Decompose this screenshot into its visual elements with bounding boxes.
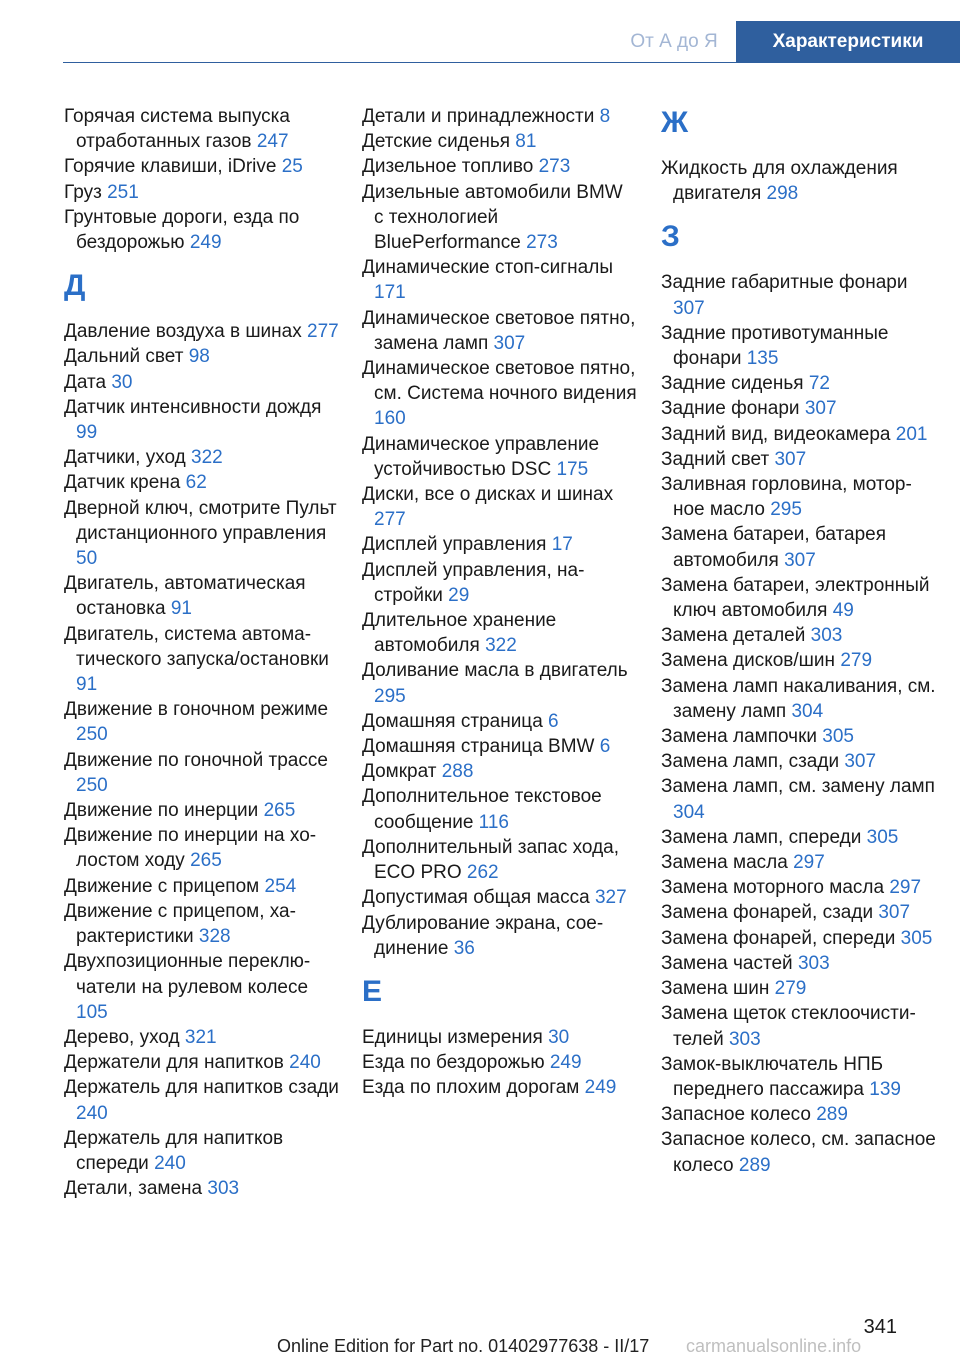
index-entry — [661, 573, 936, 623]
index-entry — [362, 129, 637, 154]
page-link[interactable]: 304 — [673, 801, 705, 823]
entry-text: Датчик крена — [64, 472, 181, 494]
tab-a-to-z[interactable]: От А до Я — [630, 31, 718, 52]
entry-text: Горячая система выпуска отработанных газов — [64, 106, 290, 153]
index-entry — [64, 1075, 339, 1125]
entry-text: Доливание масла в двигатель — [362, 660, 628, 682]
index-entry — [64, 697, 339, 747]
page-link[interactable]: 295 — [770, 499, 802, 521]
index-entry — [661, 371, 936, 396]
entry-text: Замена деталей — [661, 625, 806, 647]
tab-characteristics[interactable]: Характеристики — [736, 21, 960, 63]
index-entry — [661, 472, 936, 522]
index-entry — [661, 270, 936, 320]
index-entry — [64, 798, 339, 823]
index-entry — [64, 949, 339, 1025]
page-link[interactable]: 240 — [289, 1052, 321, 1074]
page-link[interactable]: 249 — [584, 1077, 617, 1099]
index-entry — [661, 926, 936, 951]
page-link[interactable]: 279 — [774, 978, 807, 1000]
index-entry — [64, 344, 339, 369]
entry-text: Движение по гоночной трассе — [64, 749, 328, 771]
page-link[interactable]: 277 — [374, 509, 406, 531]
page-link[interactable]: 265 — [263, 800, 296, 822]
index-entry — [661, 749, 936, 774]
index-entry — [661, 774, 936, 824]
index-entry — [64, 470, 339, 495]
page-link[interactable]: 25 — [281, 156, 303, 178]
index-entry — [362, 180, 637, 256]
page-link[interactable]: 72 — [808, 373, 830, 395]
page-link[interactable]: 297 — [889, 877, 922, 899]
entry-text: Заливная горловина, моторное масло — [661, 474, 912, 521]
entry-text: Дальний свет — [64, 346, 184, 368]
entry-text: Движение по инерции на холостом ходу — [64, 825, 317, 872]
page-link[interactable]: 303 — [810, 625, 843, 647]
index-entry — [64, 154, 339, 179]
index-entry — [362, 1050, 637, 1075]
entry-text: Датчики, уход — [64, 447, 186, 469]
page-link[interactable]: 6 — [548, 710, 559, 732]
section-letter: З — [661, 220, 680, 254]
index-entry — [64, 496, 339, 572]
index-entry — [362, 709, 637, 734]
page-link[interactable]: 298 — [766, 183, 799, 205]
page-link[interactable]: 305 — [822, 726, 854, 748]
page-link[interactable]: 295 — [374, 685, 406, 707]
entry-text: Дополнительное текстовое сообщение — [362, 786, 602, 833]
index-entry — [362, 1075, 637, 1100]
entry-text: Единицы измерения — [362, 1026, 543, 1048]
page-link[interactable]: 322 — [485, 635, 517, 657]
page-link[interactable]: 116 — [478, 811, 509, 833]
index-entry — [661, 447, 936, 472]
page-link[interactable]: 249 — [549, 1052, 582, 1074]
page-link[interactable]: 322 — [191, 447, 223, 469]
index-entry — [64, 1050, 339, 1075]
index-entry — [661, 422, 936, 447]
index-entry — [661, 724, 936, 749]
index-entry — [362, 306, 637, 356]
index-entry — [661, 623, 936, 648]
section-letter: Д — [64, 269, 86, 303]
entry-text: Дисплей управления, настройки — [362, 559, 585, 606]
index-entry — [661, 850, 936, 875]
entry-text: Задние габаритные фонари — [661, 272, 908, 294]
entry-text: Движение по инерции — [64, 800, 259, 822]
index-entry — [661, 396, 936, 421]
entry-text: Держатель для напитков спереди — [64, 1127, 284, 1174]
page-link[interactable]: 254 — [264, 875, 297, 897]
entry-text: Замена фонарей, спереди — [661, 927, 896, 949]
index-entry — [362, 356, 637, 432]
entry-text: Замена фонарей, сзади — [661, 902, 874, 924]
entry-text: Домкрат — [362, 761, 437, 783]
entry-text: Держатель для напитков сзади — [64, 1077, 339, 1099]
entry-text: Диски, все о дисках и шинах — [362, 484, 614, 506]
page-link[interactable]: 17 — [551, 534, 573, 556]
page-link[interactable]: 279 — [840, 650, 873, 672]
page-link[interactable]: 307 — [844, 751, 877, 773]
entry-text: Замена моторного масла — [661, 877, 885, 899]
entry-text: Запасное колесо — [661, 1104, 811, 1126]
page-link[interactable]: 99 — [76, 422, 98, 444]
page-link[interactable]: 8 — [599, 106, 611, 127]
index-entry — [64, 874, 339, 899]
page-link[interactable]: 327 — [594, 887, 627, 909]
entry-text: Задние фонари — [661, 398, 800, 420]
page-link[interactable]: 288 — [441, 761, 474, 783]
page-link[interactable]: 307 — [878, 902, 911, 924]
index-entry — [362, 104, 637, 129]
entry-text: Движение в гоночном режиме — [64, 699, 329, 721]
entry-text: Движение с прицепом — [64, 875, 260, 897]
entry-text: Задние противотуманные фонари — [661, 322, 889, 370]
index-column-2 — [362, 104, 637, 1101]
page-link[interactable]: 307 — [784, 549, 816, 571]
entry-text: Задние сиденья — [661, 373, 804, 395]
index-entry — [362, 734, 637, 759]
entry-text: Динамическое световое пятно, см. Система ночного видения — [362, 358, 637, 405]
entry-text: Грунтовые дороги, езда по бездорожью — [64, 206, 300, 254]
page-link[interactable]: 249 — [189, 232, 222, 254]
entry-text: Домашняя страница — [362, 710, 543, 732]
entry-text: Замена ламп, сзади — [661, 751, 840, 773]
page-link[interactable]: 247 — [256, 131, 289, 153]
page-number: 341 — [863, 1316, 897, 1338]
index-entry — [661, 1102, 936, 1127]
page-link[interactable]: 289 — [816, 1104, 848, 1126]
index-entry — [661, 1052, 936, 1102]
index-entry — [64, 370, 339, 395]
index-entry — [661, 156, 936, 206]
entry-text: Динамическое световое пятно, замена ламп — [362, 307, 636, 354]
index-entry — [362, 784, 637, 834]
page-link[interactable]: 36 — [453, 937, 475, 959]
index-entry — [64, 395, 339, 445]
page-link[interactable]: 30 — [548, 1026, 570, 1048]
index-column-3 — [661, 104, 936, 1178]
page-link[interactable]: 251 — [107, 181, 139, 203]
entry-text: Замена лампочки — [661, 726, 817, 748]
entry-text: Динамическое управление устойчивостью DSC — [362, 433, 600, 480]
index-entry — [64, 1176, 339, 1201]
page-link[interactable]: 262 — [466, 862, 499, 884]
entry-text: Дерево, уход — [64, 1026, 180, 1048]
watermark: carmanualsonline.info — [686, 1336, 862, 1356]
index-entry — [661, 674, 936, 724]
index-entry — [64, 622, 339, 698]
section-letter: Ж — [661, 106, 689, 139]
entry-text: Держатели для напитков — [64, 1052, 284, 1074]
page-link[interactable]: 303 — [797, 952, 830, 974]
entry-text: Двухпозиционные переключатели на рулевом колесе — [64, 951, 311, 998]
index-entry — [661, 976, 936, 1001]
entry-text: Запасное колесо, см. запасное колесо — [661, 1129, 936, 1176]
index-entry — [64, 748, 339, 798]
index-entry — [661, 1001, 936, 1051]
page-link[interactable]: 304 — [791, 700, 824, 722]
index-entry — [362, 482, 637, 532]
page-link[interactable]: 240 — [154, 1152, 186, 1174]
page-link[interactable]: 98 — [188, 346, 210, 368]
page-link[interactable]: 81 — [515, 131, 537, 153]
index-entry — [64, 104, 339, 154]
index-entry — [64, 205, 339, 255]
page-link[interactable]: 139 — [869, 1078, 901, 1100]
index-column-1 — [64, 104, 339, 1201]
page-link[interactable]: 297 — [793, 852, 825, 874]
page-link[interactable]: 273 — [538, 156, 571, 178]
index-entry — [64, 823, 339, 873]
index-entry — [362, 432, 637, 482]
entry-text: Замена масла — [661, 852, 788, 874]
index-entry — [64, 899, 339, 949]
page-link[interactable]: 50 — [76, 548, 98, 570]
page-link[interactable]: 307 — [804, 398, 837, 420]
page-link[interactable]: 273 — [526, 232, 558, 254]
entry-text: Давление воздуха в шинах — [64, 321, 302, 343]
page-link[interactable]: 321 — [184, 1026, 217, 1048]
index-entry — [64, 1025, 339, 1050]
index-entry — [64, 571, 339, 621]
entry-text: Длительное хранение автомобиля — [362, 610, 557, 657]
entry-text: Задний свет — [661, 448, 770, 470]
index-entry — [362, 154, 637, 179]
entry-text: Замена дисков/шин — [661, 650, 836, 672]
index-entry — [64, 445, 339, 470]
page-link[interactable]: 328 — [198, 926, 231, 948]
entry-text: Горячие клавиши, iDrive — [64, 156, 277, 178]
page-link[interactable]: 240 — [76, 1102, 108, 1124]
index-entry — [64, 180, 339, 205]
index-entry — [661, 648, 936, 673]
index-entry — [362, 759, 637, 784]
page-link[interactable]: 135 — [746, 348, 779, 370]
entry-text: Динамические стоп-сигналы — [362, 257, 613, 279]
page-link[interactable]: 62 — [185, 472, 207, 494]
page-link[interactable]: 91 — [76, 674, 98, 696]
page-link[interactable]: 29 — [448, 584, 470, 606]
page-link[interactable]: 201 — [895, 423, 928, 445]
entry-text: Замена ламп, спереди — [661, 826, 862, 848]
page-link[interactable]: 49 — [832, 600, 854, 622]
entry-text: Дверной ключ, смотрите Пульт дистанционного управления — [64, 497, 337, 544]
entry-text: Движение с прицепом, характеристики — [64, 900, 296, 948]
page-link[interactable]: 307 — [673, 297, 705, 319]
entry-text: Дизельные автомобили BMW с технологией BluePerformance — [362, 181, 623, 254]
entry-text: Замена батареи, батарея автомобиля — [661, 524, 887, 571]
section-letter: Е — [362, 974, 383, 1008]
page-link[interactable]: 289 — [738, 1154, 771, 1176]
page-link[interactable]: 307 — [774, 448, 807, 470]
entry-text: Детали, замена — [64, 1178, 203, 1200]
entry-text: Задний вид, видеокамера — [661, 423, 891, 445]
entry-text: Дата — [64, 371, 107, 393]
entry-text: Дополнительный запас хода, ECO PRO — [362, 836, 620, 884]
page-link[interactable]: 307 — [493, 332, 526, 354]
entry-text: Двигатель, система автоматического запуска/остановки — [64, 623, 329, 670]
index-entry — [661, 951, 936, 976]
entry-text: Груз — [64, 181, 102, 203]
entry-text: Допустимая общая масса — [362, 887, 590, 909]
index-entry — [661, 900, 936, 925]
entry-text: Детали и принадлежности — [362, 106, 595, 127]
page-link[interactable]: 303 — [728, 1028, 761, 1050]
entry-text: Замена ламп, см. замену ламп — [661, 776, 935, 798]
entry-text: Замена частей — [661, 952, 793, 974]
page-link[interactable]: 105 — [76, 1001, 108, 1023]
index-entry — [362, 558, 637, 608]
entry-text: Двигатель, автоматическая остановка — [64, 573, 306, 620]
entry-text: Дизельное топливо — [362, 156, 534, 178]
page-link[interactable]: 303 — [207, 1178, 240, 1200]
page-link[interactable]: 305 — [866, 826, 899, 848]
entry-text: Езда по бездорожью — [362, 1052, 545, 1074]
index-entry — [661, 825, 936, 850]
index-entry — [661, 1127, 936, 1177]
page-link[interactable]: 30 — [111, 371, 133, 393]
entry-text: Детские сиденья — [362, 131, 511, 153]
index-entry — [362, 658, 637, 708]
entry-text: Замена ламп накаливания, см. замену ламп — [661, 675, 936, 722]
page-link[interactable]: 6 — [599, 736, 611, 758]
page-link[interactable]: 91 — [170, 598, 192, 620]
index-entry — [661, 875, 936, 900]
entry-text: Замена батареи, электронный ключ автомобиля — [661, 574, 930, 622]
edition-note: Online Edition for Part no. 01402977638 - II/17 — [277, 1336, 650, 1356]
page-link[interactable]: 277 — [307, 321, 339, 343]
index-entry — [362, 911, 637, 961]
index-entry — [661, 321, 936, 371]
entry-text: Замена шин — [661, 978, 770, 1000]
section-header — [612, 21, 960, 63]
index-entry — [362, 885, 637, 910]
index-entry — [362, 608, 637, 658]
index-entry — [362, 835, 637, 885]
entry-text: Езда по плохим дорогам — [362, 1077, 580, 1099]
entry-text: Дисплей управления — [362, 534, 547, 556]
page-link[interactable]: 175 — [556, 458, 589, 480]
header-rule — [63, 62, 960, 63]
page-link[interactable]: 250 — [76, 774, 108, 796]
entry-text: Домашняя страница BMW — [362, 736, 595, 758]
page-link[interactable]: 265 — [190, 850, 222, 872]
index-entry — [64, 1126, 339, 1176]
page-link[interactable]: 250 — [76, 724, 108, 746]
entry-text: Дублирование экрана, соединение — [362, 912, 604, 959]
page-link[interactable]: 160 — [374, 408, 406, 430]
entry-text: Датчик интенсивности дождя — [64, 396, 322, 418]
entry-text: Замок-выключатель НПБ переднего пассажира — [661, 1053, 884, 1100]
page-link[interactable]: 305 — [900, 927, 933, 949]
index-entry — [362, 1025, 637, 1050]
entry-text: Замена щеток стеклоочистителей — [661, 1003, 916, 1050]
index-entry — [362, 532, 637, 557]
index-entry — [64, 319, 339, 344]
index-entry — [362, 255, 637, 305]
page-link[interactable]: 171 — [374, 282, 406, 304]
entry-text: Жидкость для охлаждения двигателя — [661, 158, 898, 205]
index-entry — [661, 522, 936, 572]
